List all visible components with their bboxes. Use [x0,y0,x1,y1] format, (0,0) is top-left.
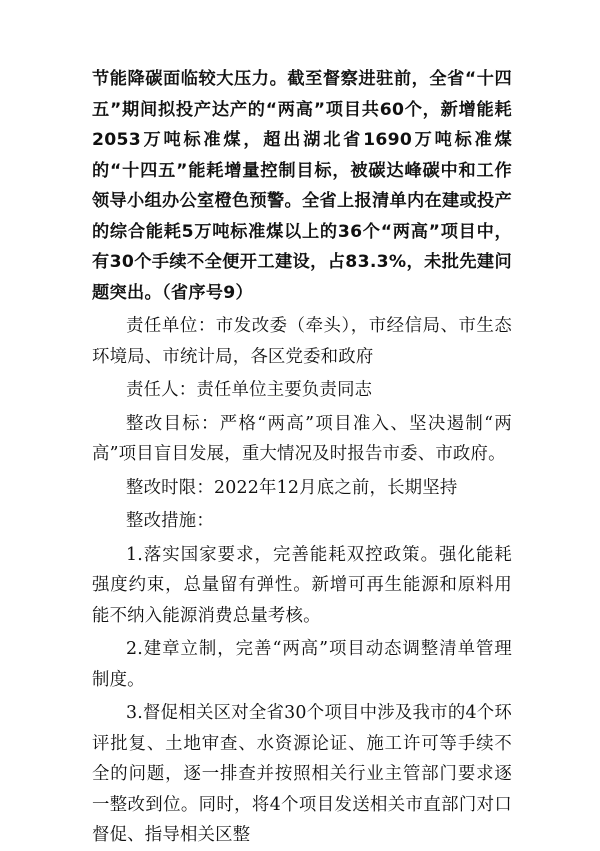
document-body [92,64,512,851]
rectification-goal: 整改目标：严格“两高”项目准入、坚决遏制“两高”项目盲目发展，重大情况及时报告市委、市政府。 [92,413,512,464]
measure-item: 3.督促相关区对全省30个项目中涉及我市的4个环评批复、土地审查、水资源论证、施工许可等手续不全的问题，逐一排查并按照相关行业主管部门要求逐一整改到位。同时，将4个项目发送相关市直部门对口督促、指导相关区整 [92,703,512,845]
responsible-person: 责任人：责任单位主要负责同志 [126,380,373,400]
findings-paragraph: 节能降碳面临较大压力。截至督察进驻前，全省“十四五”期间拟投产达产的“两高”项目共60个，新增能耗2053万吨标准煤，超出湖北省1690万吨标准煤的“十四五”能耗增量控制目标，被碳达峰碳中和工作领导小组办公室橙色预警。全省上报清单内在建或投产的综合能耗5万吨标准煤以上的36个“两高”项目中，有30个手续不全便开工建设，占83.3%，未批先建问题突出。（省序号9） [92,69,512,303]
measure-item: 1.落实国家要求，完善能耗双控政策。强化能耗强度约束，总量留有弹性。新增可再生能源和原料用能不纳入能源消费总量考核。 [92,544,512,626]
responsible-units: 责任单位：市发改委（牵头），市经信局、市生态环境局、市统计局，各区党委和政府 [92,316,512,367]
measures-heading: 整改措施： [126,511,214,531]
rectification-deadline: 整改时限：2022年12月底之前，长期坚持 [126,477,458,498]
measure-item: 2.建章立制，完善“两高”项目动态调整清单管理制度。 [92,639,512,690]
